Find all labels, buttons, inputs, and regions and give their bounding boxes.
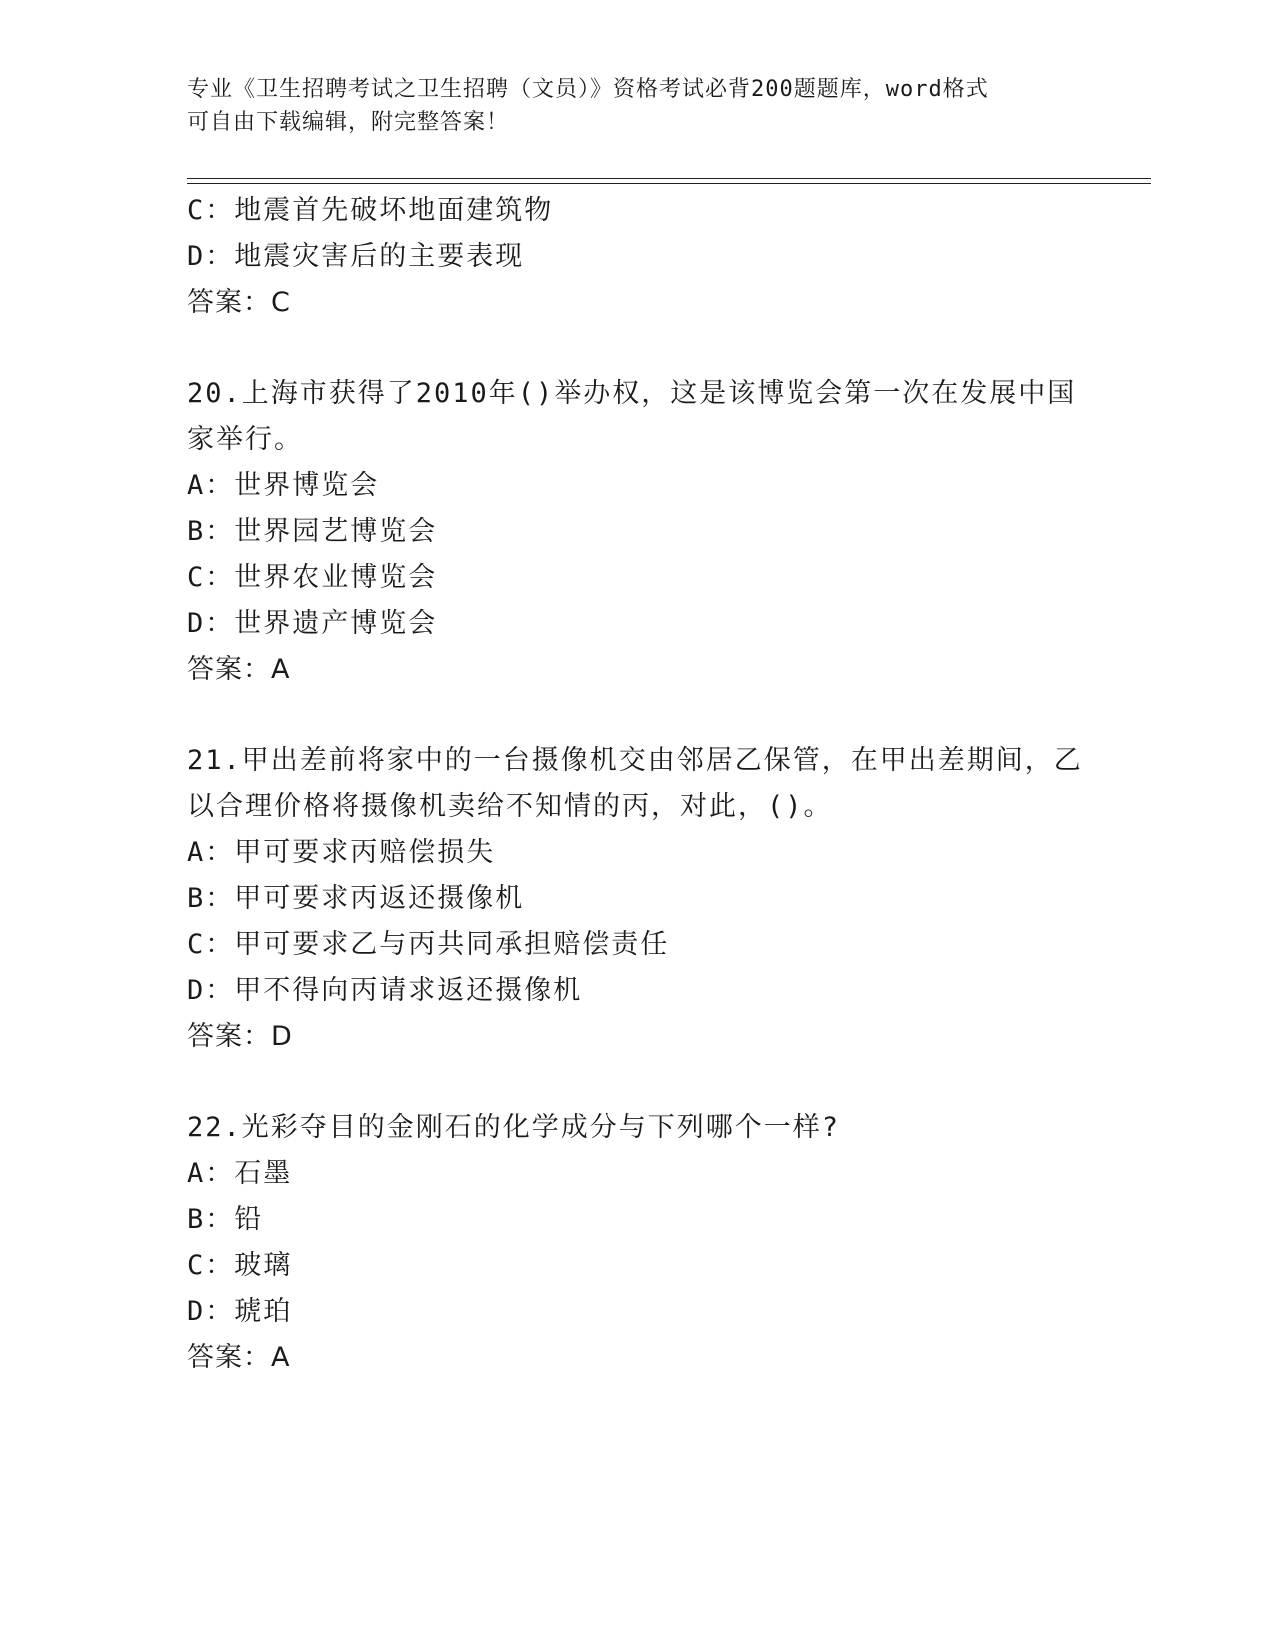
option-c: C：玻璃 (187, 1250, 293, 1281)
spacer (187, 1060, 1087, 1105)
question-21 (187, 738, 1087, 1060)
question-stem: 21.甲出差前将家中的一台摄像机交由邻居乙保管，在甲出差期间，乙 (187, 745, 1083, 776)
option-b: B：世界园艺博览会 (187, 516, 438, 547)
header-divider-bottom (187, 183, 1151, 184)
question-20 (187, 371, 1087, 693)
answer: 答案：A (187, 654, 291, 685)
question-22 (187, 1105, 1087, 1381)
option-b: B：甲可要求丙返还摄像机 (187, 883, 525, 914)
question-stem: 20.上海市获得了2010年()举办权，这是该博览会第一次在发展中国 (187, 378, 1077, 409)
option-a: A：世界博览会 (187, 470, 380, 501)
option-c: C：甲可要求乙与丙共同承担赔偿责任 (187, 929, 670, 960)
header-line-2: 可自由下载编辑，附完整答案！ (187, 110, 510, 135)
option-c: C：世界农业博览会 (187, 562, 438, 593)
option-d: D：世界遗产博览会 (187, 608, 438, 639)
answer: 答案：D (187, 1021, 293, 1052)
header-divider-top (187, 178, 1151, 179)
question-stem-continued: 以合理价格将摄像机卖给不知情的丙，对此，()。 (187, 791, 833, 822)
question-19-tail (187, 188, 1087, 326)
question-list (187, 188, 1087, 1381)
option-d: D：地震灾害后的主要表现 (187, 241, 525, 272)
header-line-1: 专业《卫生招聘考试之卫生招聘（文员）》资格考试必背200题题库，word格式 (187, 77, 989, 102)
option-d: D：甲不得向丙请求返还摄像机 (187, 975, 583, 1006)
document-header (187, 73, 1087, 139)
option-d: D：琥珀 (187, 1296, 293, 1327)
answer: 答案：A (187, 1342, 291, 1373)
option-c: C：地震首先破坏地面建筑物 (187, 195, 554, 226)
spacer (187, 693, 1087, 738)
question-stem: 22.光彩夺目的金刚石的化学成分与下列哪个一样? (187, 1112, 841, 1143)
answer: 答案：C (187, 287, 291, 318)
question-stem-continued: 家举行。 (187, 424, 303, 455)
spacer (187, 326, 1087, 371)
option-b: B：铅 (187, 1204, 264, 1235)
option-a: A：石墨 (187, 1158, 293, 1189)
option-a: A：甲可要求丙赔偿损失 (187, 837, 496, 868)
